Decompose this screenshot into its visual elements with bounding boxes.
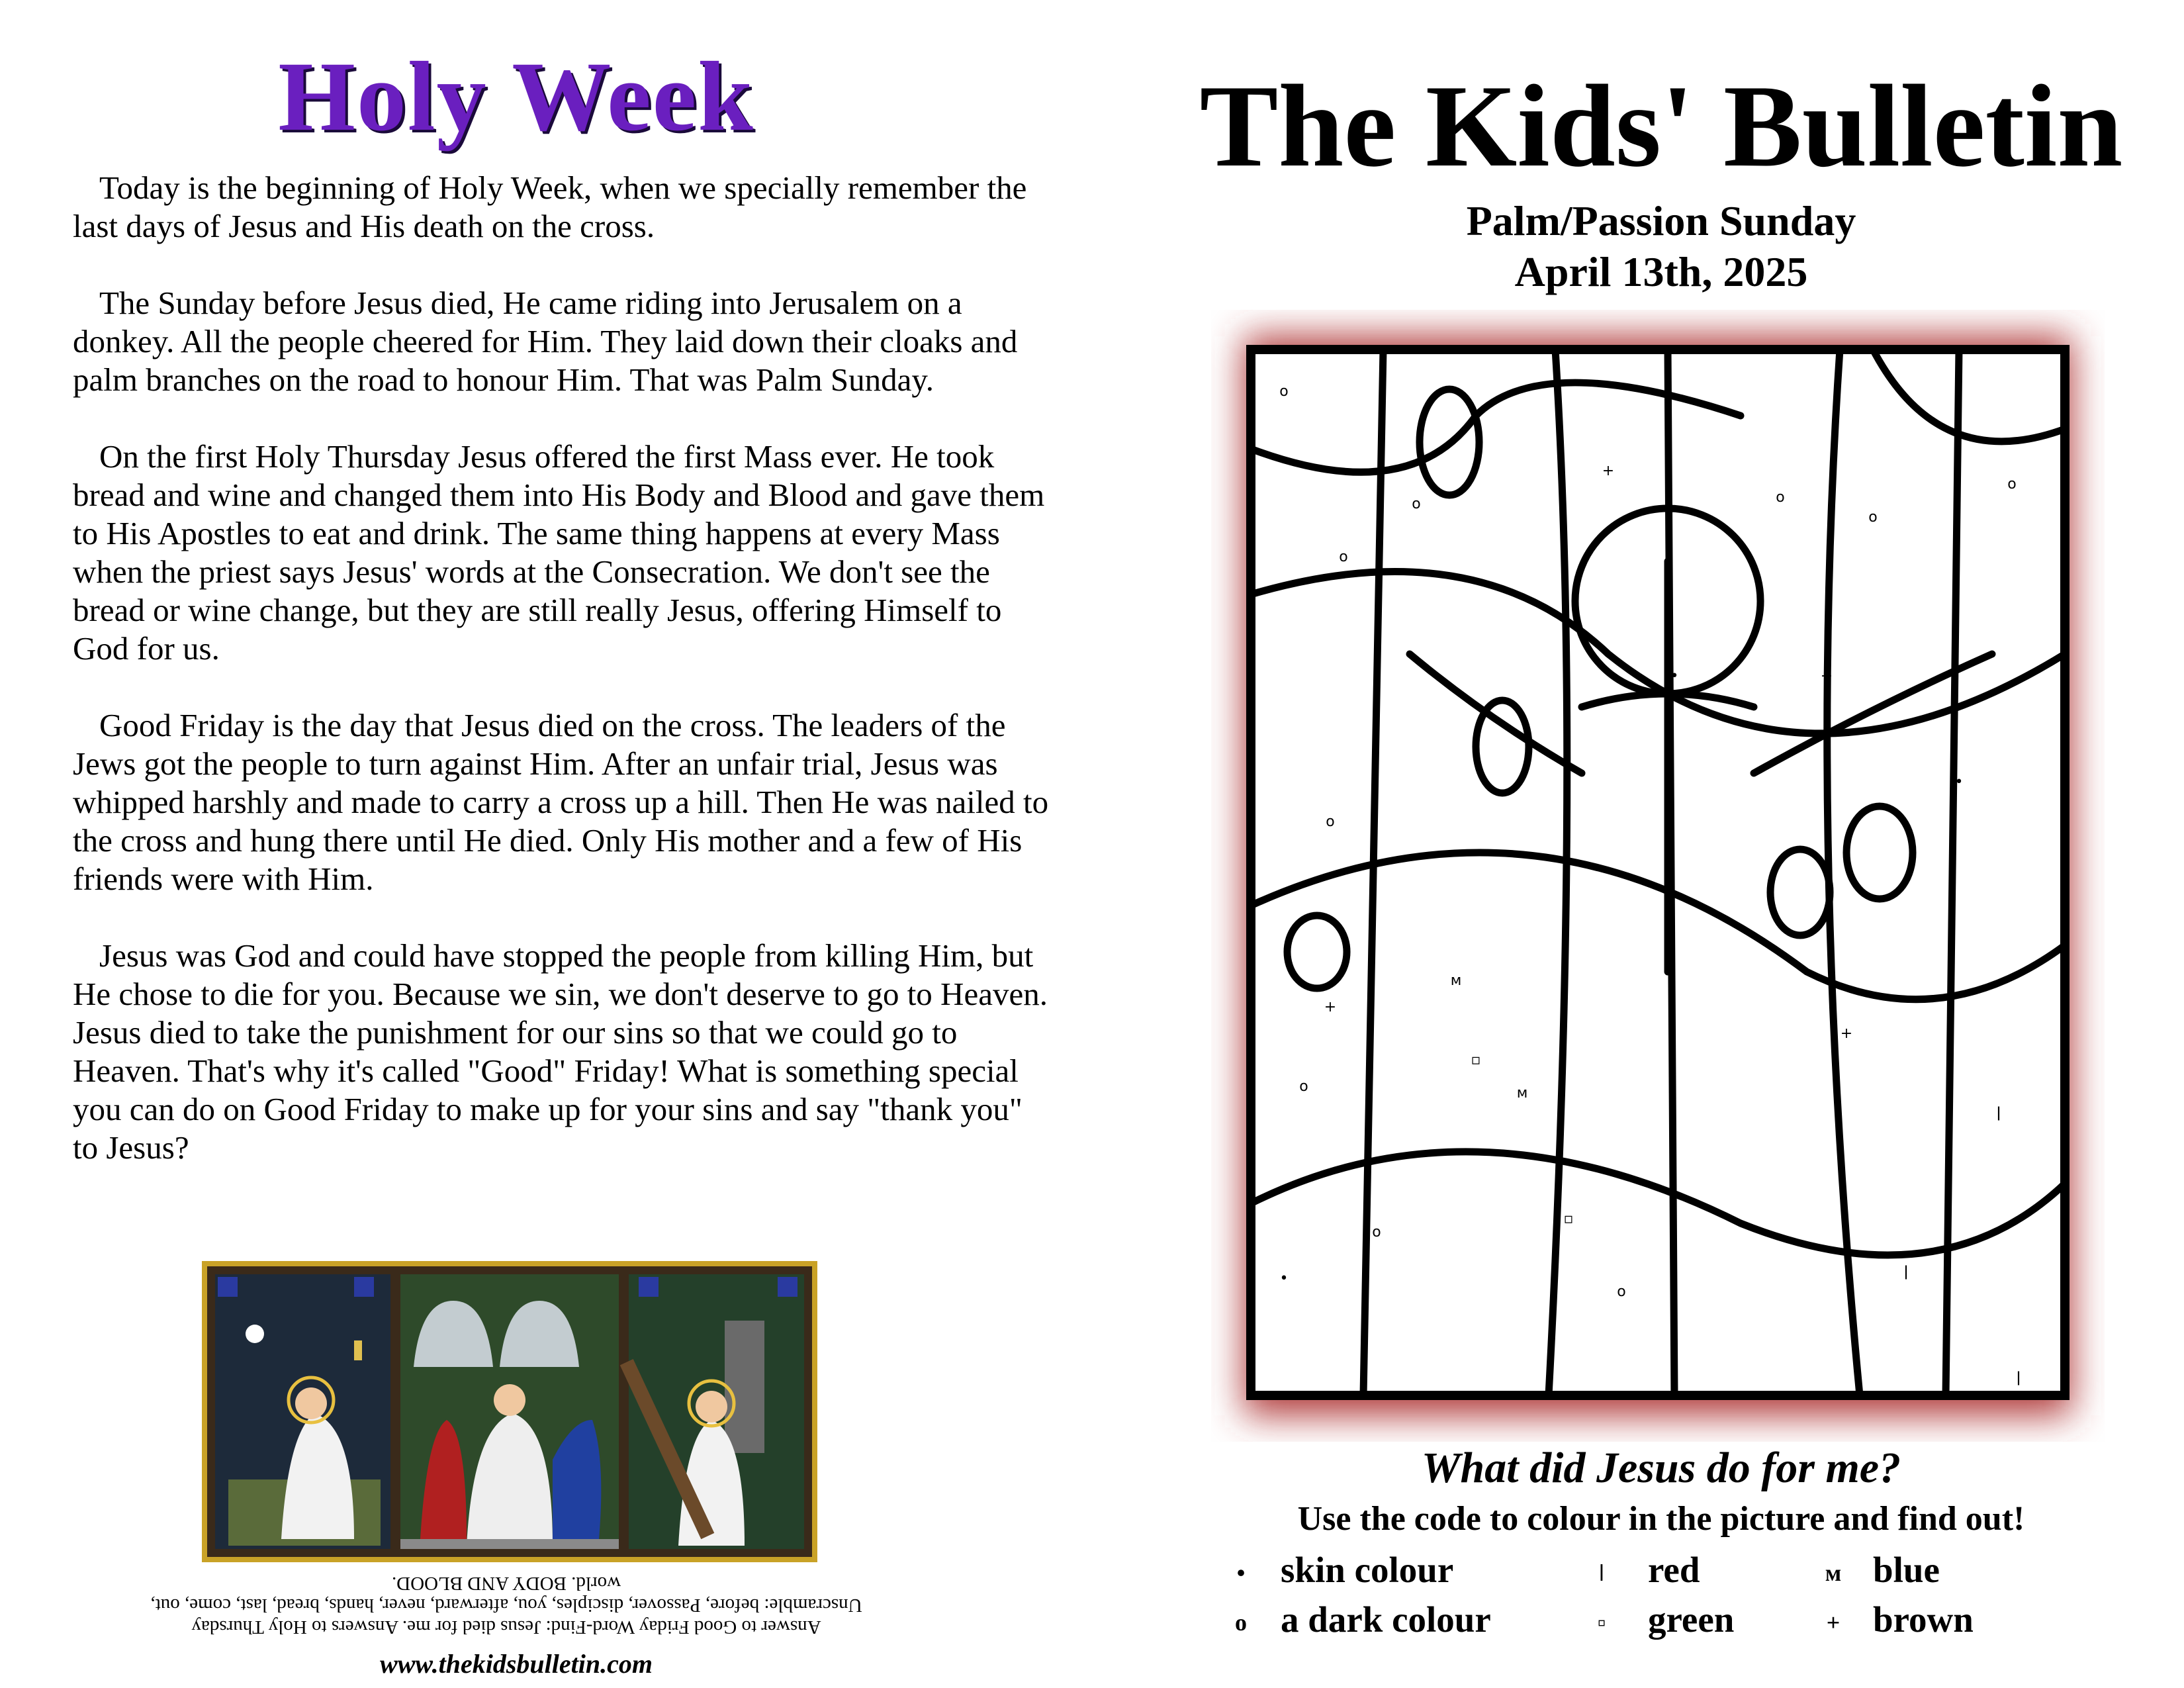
story-paragraph: Jesus was God and could have stopped the people from killing Him, but He chose to die for you. Because we sin, we don't deserve to go to Heaven. Jesus died to take the punishment for our sins so that we could go to Heaven. That's why it's called "Good" Friday! What is something special you can do on Good Friday to make up for your sins and say "thank you" to Jesus? xyxy=(73,937,1048,1166)
legend-symbol-m: ᴍ xyxy=(1825,1560,1842,1586)
svg-text:o: o xyxy=(1326,814,1335,830)
upside-down-answers: Answer to Good Friday Word-Find: Jesus died for me. Answers to Holy Thursday Unscramble: before, Passover, disciples, you, afterward, never, hands, bread, last, come, out, world. BODY AND BLOOD. xyxy=(150,1573,862,1638)
legend-symbol-dot: • xyxy=(1236,1560,1246,1586)
story-paragraph: On the first Holy Thursday Jesus offered the first Mass ever. He took bread and wine and changed them into His Body and Blood and gave them to His Apostles to eat and drink. The same thing happens at every Mass when the priest says Jesus' words at the Consecration. We don't see the bread or wine change, but they are still really Jesus, offering Himself to God for us. xyxy=(73,438,1045,667)
svg-text:+: + xyxy=(1324,999,1337,1015)
legend-label: skin colour xyxy=(1281,1550,1454,1590)
legend-label: blue xyxy=(1873,1550,1940,1590)
svg-text:+: + xyxy=(1602,463,1615,479)
svg-text:▫: ▫ xyxy=(1563,1211,1574,1227)
svg-text:ǀ: ǀ xyxy=(2016,1370,2021,1386)
svg-text:o: o xyxy=(2007,476,2017,492)
story-paragraph: The Sunday before Jesus died, He came riding into Jerusalem on a donkey. All the people cheered for Him. They laid down their cloaks and palm branches on the road to honour Him. That was Palm Sunday. xyxy=(73,285,1018,398)
colouring-instruction: Use the code to colour in the picture and find out! xyxy=(1297,1500,2025,1538)
svg-text:o: o xyxy=(1299,1078,1308,1095)
website-link[interactable]: www.thekidsbulletin.com xyxy=(380,1649,653,1679)
date-heading: April 13th, 2025 xyxy=(1514,248,1808,295)
svg-text:ᴍ: ᴍ xyxy=(1450,972,1462,989)
svg-text:o: o xyxy=(1617,1284,1626,1300)
legend-label: a dark colour xyxy=(1281,1599,1491,1640)
colouring-picture xyxy=(1211,310,2105,1442)
svg-text:o: o xyxy=(1868,509,1878,526)
svg-text:o: o xyxy=(1372,1224,1381,1241)
svg-text:+: + xyxy=(1840,1025,1853,1042)
svg-text:o: o xyxy=(1279,383,1289,400)
svg-text:o: o xyxy=(1776,489,1785,506)
legend-symbol-bar: ǀ xyxy=(1599,1560,1604,1586)
legend-symbol-circle: o xyxy=(1235,1609,1247,1636)
svg-text:•: • xyxy=(1670,668,1679,684)
svg-text:ǀ: ǀ xyxy=(1903,1264,1909,1280)
bulletin-title: The Kids' Bulletin xyxy=(1199,60,2123,191)
story-paragraph: Good Friday is the day that Jesus died on the cross. The leaders of the Jews got the people to turn against Him. After an unfair trial, Jesus was whipped harshly and made to carry a cross up a hill. Then He was nailed to the cross and hung there until He died. Only His mother and a few of His friends were with Him. xyxy=(73,707,1049,897)
svg-text:+: + xyxy=(1820,668,1833,684)
legend-label: brown xyxy=(1873,1599,1974,1640)
svg-text:ᴍ: ᴍ xyxy=(1516,1085,1528,1102)
svg-text:ǀ: ǀ xyxy=(1996,1105,2001,1121)
svg-text:o: o xyxy=(1412,496,1421,512)
stained-glass-illustration xyxy=(202,1261,817,1562)
story-paragraph: Today is the beginning of Holy Week, when we specially remember the last days of Jesus and His death on the cross. xyxy=(73,169,1027,244)
colouring-question: What did Jesus do for me? xyxy=(1421,1444,1901,1492)
legend-label: green xyxy=(1648,1599,1735,1640)
svg-text:•: • xyxy=(1954,774,1964,790)
legend-label: red xyxy=(1648,1550,1700,1590)
occasion-heading: Palm/Passion Sunday xyxy=(1466,197,1856,244)
legend-symbol-square: ▫ xyxy=(1597,1609,1606,1636)
svg-text:o: o xyxy=(1339,549,1348,565)
legend-symbol-plus: + xyxy=(1826,1609,1841,1636)
svg-text:▫: ▫ xyxy=(1471,1052,1481,1068)
holy-week-title: Holy Week xyxy=(278,42,754,152)
svg-text:•: • xyxy=(1279,1270,1289,1287)
holy-week-story xyxy=(73,169,1052,1205)
